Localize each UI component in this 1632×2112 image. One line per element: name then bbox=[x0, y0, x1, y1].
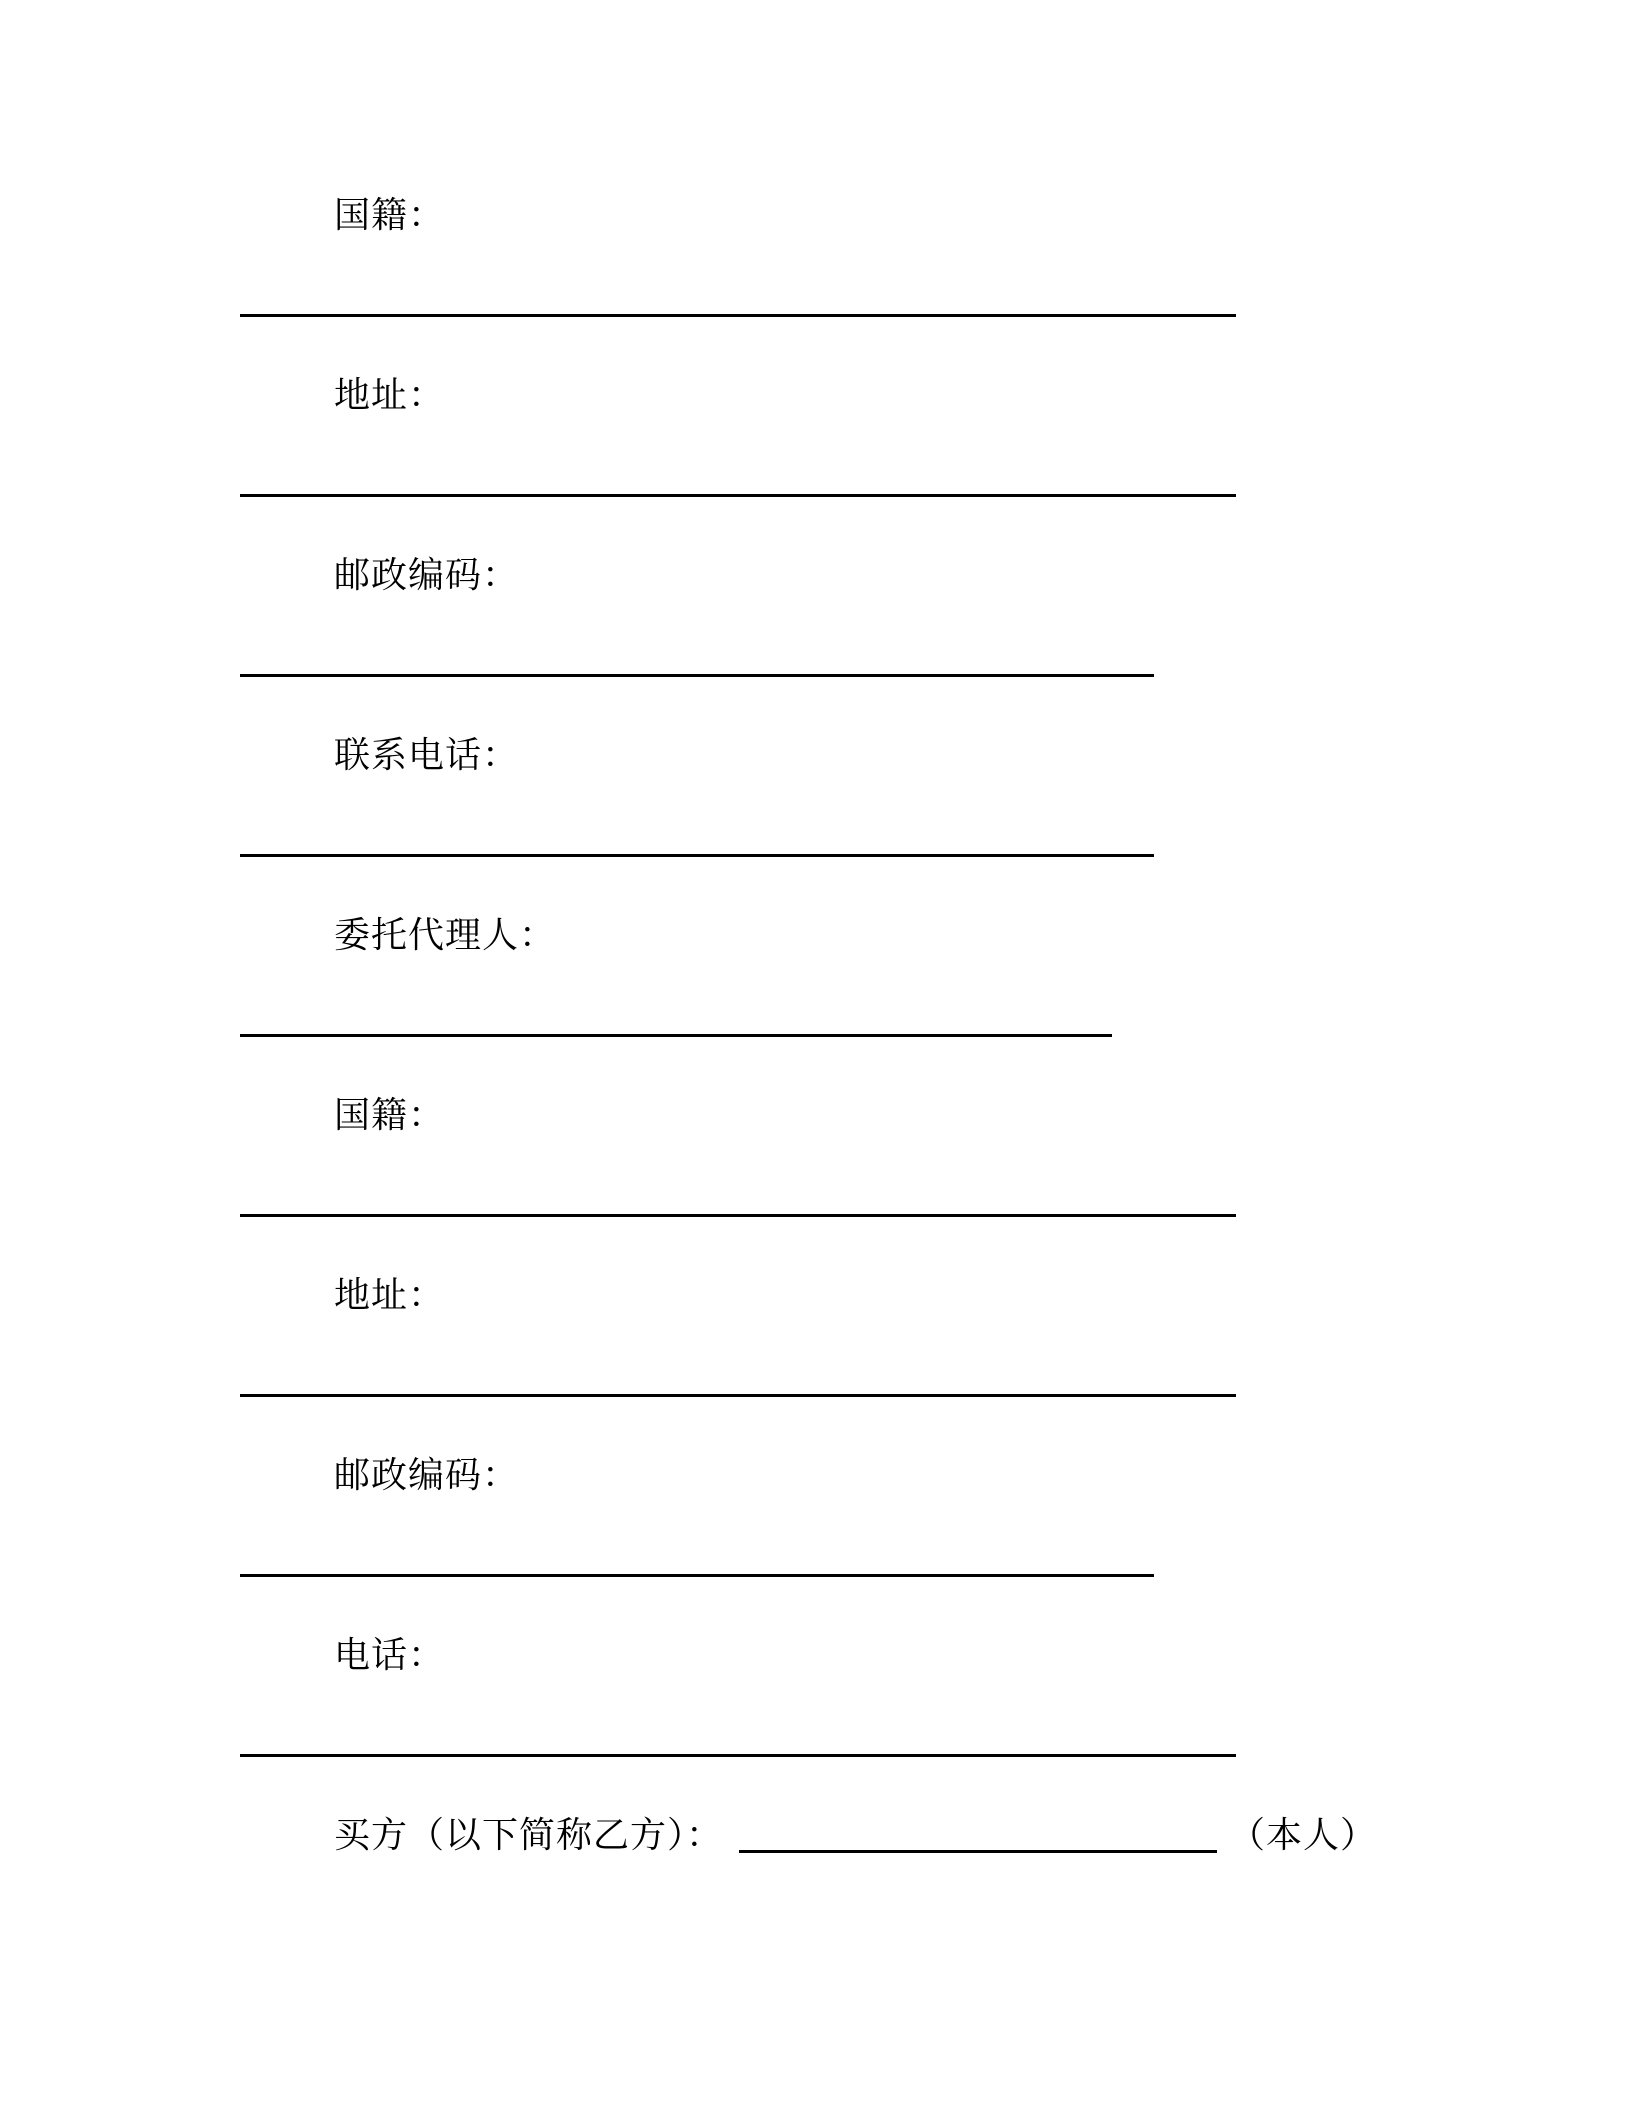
buyer-label: 买方（以下简称乙方）： bbox=[334, 1815, 724, 1856]
contact-phone-blank-line[interactable] bbox=[240, 854, 1154, 857]
nationality-label: 国籍： bbox=[334, 195, 446, 236]
postal-code-label: 邮政编码： bbox=[334, 555, 520, 596]
buyer-suffix: （本人） bbox=[1229, 1815, 1378, 1856]
address-blank-line[interactable] bbox=[240, 494, 1236, 497]
buyer-line bbox=[334, 1814, 1377, 1858]
agent-postal-code-label: 邮政编码： bbox=[334, 1455, 520, 1496]
agent-phone-blank-line[interactable] bbox=[240, 1754, 1236, 1757]
agent-address-label: 地址： bbox=[334, 1275, 446, 1316]
nationality-blank-line[interactable] bbox=[240, 314, 1236, 317]
contact-phone-label: 联系电话： bbox=[334, 735, 520, 776]
address-label: 地址： bbox=[334, 375, 446, 416]
agent-blank-line[interactable] bbox=[240, 1034, 1112, 1037]
agent-postal-code-blank-line[interactable] bbox=[240, 1574, 1154, 1577]
agent-address-blank-line[interactable] bbox=[240, 1394, 1236, 1397]
agent-nationality-blank-line[interactable] bbox=[240, 1214, 1236, 1217]
agent-nationality-label: 国籍： bbox=[334, 1095, 446, 1136]
agent-label: 委托代理人： bbox=[334, 915, 557, 956]
agent-phone-label: 电话： bbox=[334, 1635, 446, 1676]
postal-code-blank-line[interactable] bbox=[240, 674, 1154, 677]
buyer-name-blank-line[interactable] bbox=[739, 1850, 1217, 1853]
